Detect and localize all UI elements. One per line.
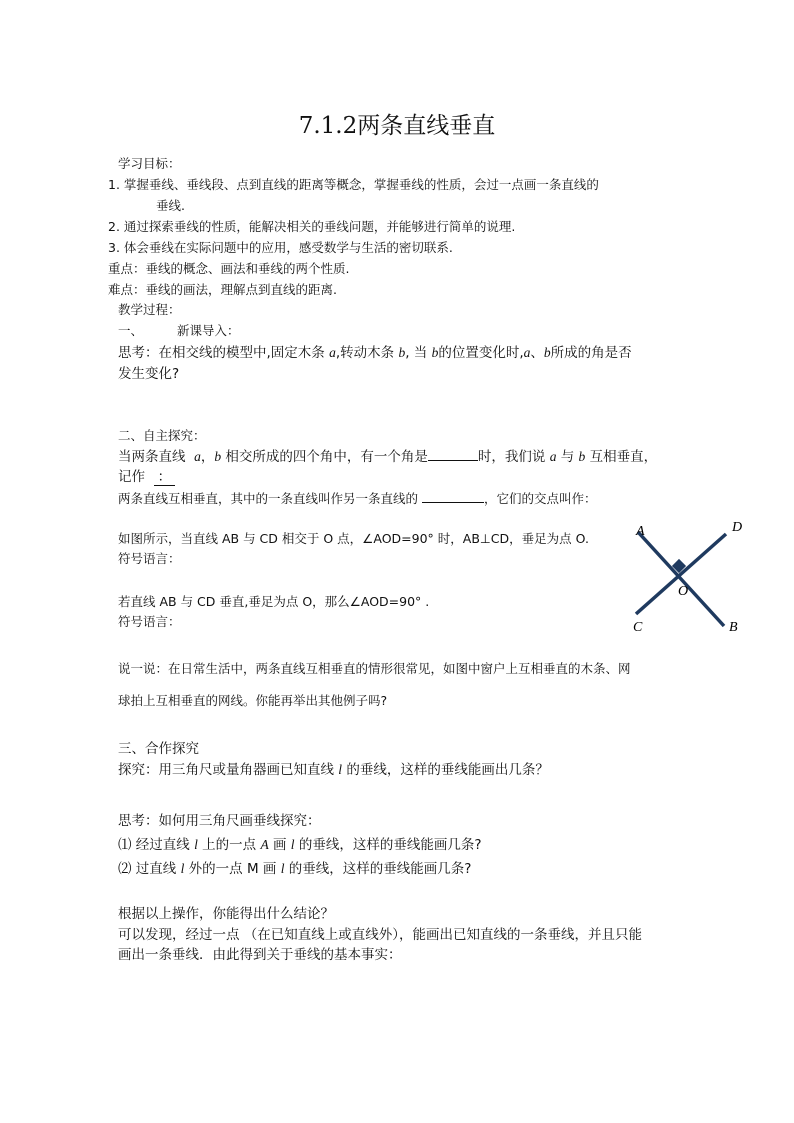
section-1-think-line2: 发生变化? <box>118 366 180 382</box>
question-2: ⑵ 过直线 l 外的一点 M 画 l 的垂线，这样的垂线能画几条? <box>118 861 472 877</box>
blank-perpendicular[interactable] <box>422 490 484 503</box>
section-2-symbol-2: 符号语言： <box>118 614 181 629</box>
label-O: O <box>678 584 689 599</box>
say-line-2: 球拍上互相垂直的网线。你能再举出其他例子吗? <box>118 693 388 708</box>
section-2-notation: 记作 ： <box>118 469 175 485</box>
process-heading: 教学过程： <box>118 302 181 317</box>
conclusion-question: 根据以上操作，你能得出什么结论？ <box>118 906 334 922</box>
conclusion-line-1: 可以发现，经过一点 （在已知直线上或直线外），能画出已知直线的一条垂线，并且只能 <box>118 927 643 943</box>
perpendicular-figure <box>622 508 762 638</box>
section-2-symbol-1: 符号语言： <box>118 551 181 566</box>
section-3-think: 思考：如何用三角尺画垂线探究： <box>118 813 321 829</box>
blank-angle[interactable] <box>428 448 478 461</box>
label-D: D <box>732 520 743 535</box>
goal-1-line2: 垂线. <box>156 198 185 213</box>
goal-3: 3. 体会垂线在实际问题中的应用，感受数学与生活的密切联系. <box>108 240 453 255</box>
section-1-heading <box>118 323 240 339</box>
section-1-think: 思考：在相交线的模型中,固定木条 a,转动木条 b, 当 b的位置变化时,a、b所成的角是否 <box>118 345 632 361</box>
conclusion-line-2: 画出一条垂线．由此得到关于垂线的基本事实： <box>118 947 402 963</box>
section-1-title: 新课导入： <box>177 323 240 338</box>
goals-heading: 学习目标： <box>118 156 181 171</box>
section-3-heading: 三、合作探究 <box>118 741 199 757</box>
goal-2: 2. 通过探索垂线的性质，能解决相关的垂线问题，并能够进行简单的说理. <box>108 219 516 234</box>
section-1-number: 一、 <box>118 323 144 338</box>
page-title: 7.1.2两条直线垂直 <box>298 113 496 139</box>
say-line-1: 说一说：在日常生活中，两条直线互相垂直的情形很常见，如图中窗户上互相垂直的木条、网 <box>118 661 631 676</box>
section-3-explore: 探究：用三角尺或量角器画已知直线 l 的垂线，这样的垂线能画出几条？ <box>118 762 549 778</box>
section-2-heading: 二、自主探究： <box>118 428 206 443</box>
goal-1-line1: 1. 掌握垂线、垂线段、点到直线的距离等概念，掌握垂线的性质，会过一点画一条直线的 <box>108 177 599 192</box>
section-2-para-2: 两条直线互相垂直，其中的一条直线叫作另一条直线的 ，它们的交点叫作： <box>118 491 597 506</box>
label-B: B <box>729 620 738 635</box>
label-C: C <box>633 620 643 635</box>
section-2-para-1: 当两条直线 a，b 相交所成的四个角中，有一个角是 时，我们说 a 与 b 互相垂直， <box>118 449 658 465</box>
question-1: ⑴ 经过直线 l 上的一点 A 画 l 的垂线，这样的垂线能画几条? <box>118 837 482 853</box>
blank-notation[interactable]: ： <box>154 469 176 486</box>
key-point: 重点：垂线的概念、画法和垂线的两个性质. <box>108 261 350 276</box>
section-2-para-5: 若直线 AB 与 CD 垂直,垂足为点 O，那么∠AOD=90° . <box>118 594 430 609</box>
label-A: A <box>636 524 645 539</box>
difficulty: 难点：垂线的画法，理解点到直线的距离. <box>108 282 337 297</box>
section-2-para-3: 如图所示，当直线 AB 与 CD 相交于 O 点，∠AOD=90° 时，AB⊥CD，垂足为点 O. <box>118 531 589 546</box>
